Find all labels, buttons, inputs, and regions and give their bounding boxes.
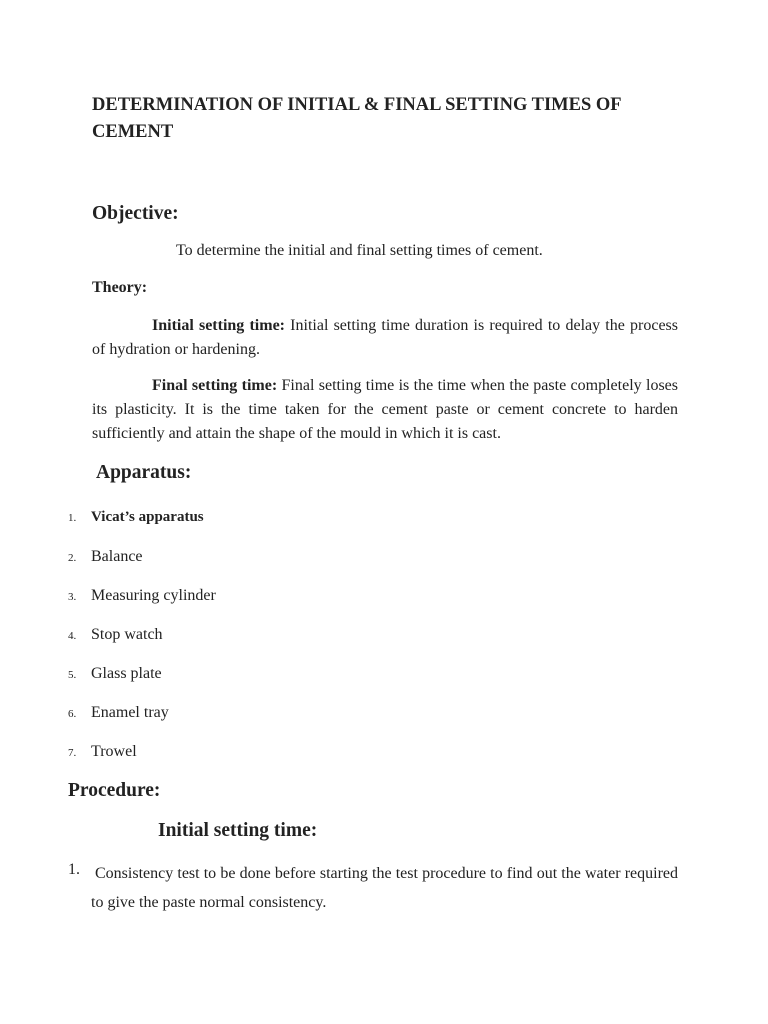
- list-label: Vicat’s apparatus: [91, 509, 204, 525]
- list-label: Balance: [91, 548, 143, 565]
- procedure-heading: Procedure:: [68, 780, 161, 801]
- list-label: Glass plate: [91, 665, 162, 682]
- initial-setting-label: Initial setting time:: [152, 317, 285, 334]
- apparatus-heading: Apparatus:: [96, 462, 192, 483]
- initial-setting-text: Initial setting time duration is required to delay the process of hydration or hardening.: [92, 317, 678, 358]
- objective-heading: Objective:: [92, 203, 179, 224]
- step-text: Consistency test to be done before starting the test procedure to find out the water required to give the paste normal consistency.: [91, 865, 678, 911]
- objective-text: To determine the initial and final setting times of cement.: [176, 242, 543, 259]
- list-number: 2.: [68, 552, 77, 564]
- final-setting-paragraph: [92, 374, 678, 446]
- list-number: 7.: [68, 747, 77, 759]
- final-setting-text: Final setting time is the time when the paste completely loses its plasticity. It is the time taken for the cement paste or cement concrete to harden sufficiently and attain the shape of the mould in which it is cast.: [92, 377, 679, 442]
- theory-heading: Theory:: [92, 279, 148, 296]
- list-number: 6.: [68, 708, 77, 720]
- list-number: 1.: [68, 512, 77, 524]
- document-title: DETERMINATION OF INITIAL & FINAL SETTING TIMES OF CEMENT: [92, 95, 621, 142]
- list-label: Measuring cylinder: [91, 587, 216, 604]
- list-label: Stop watch: [91, 626, 163, 643]
- list-label: Trowel: [91, 743, 137, 760]
- procedure-subheading: Initial setting time:: [158, 820, 318, 841]
- final-setting-label: Final setting time:: [152, 377, 278, 394]
- list-number: 3.: [68, 591, 77, 603]
- step-number: 1.: [68, 861, 80, 878]
- list-number: 5.: [68, 669, 77, 681]
- list-number: 4.: [68, 630, 77, 642]
- initial-setting-paragraph: [92, 314, 678, 362]
- list-label: Enamel tray: [91, 704, 169, 721]
